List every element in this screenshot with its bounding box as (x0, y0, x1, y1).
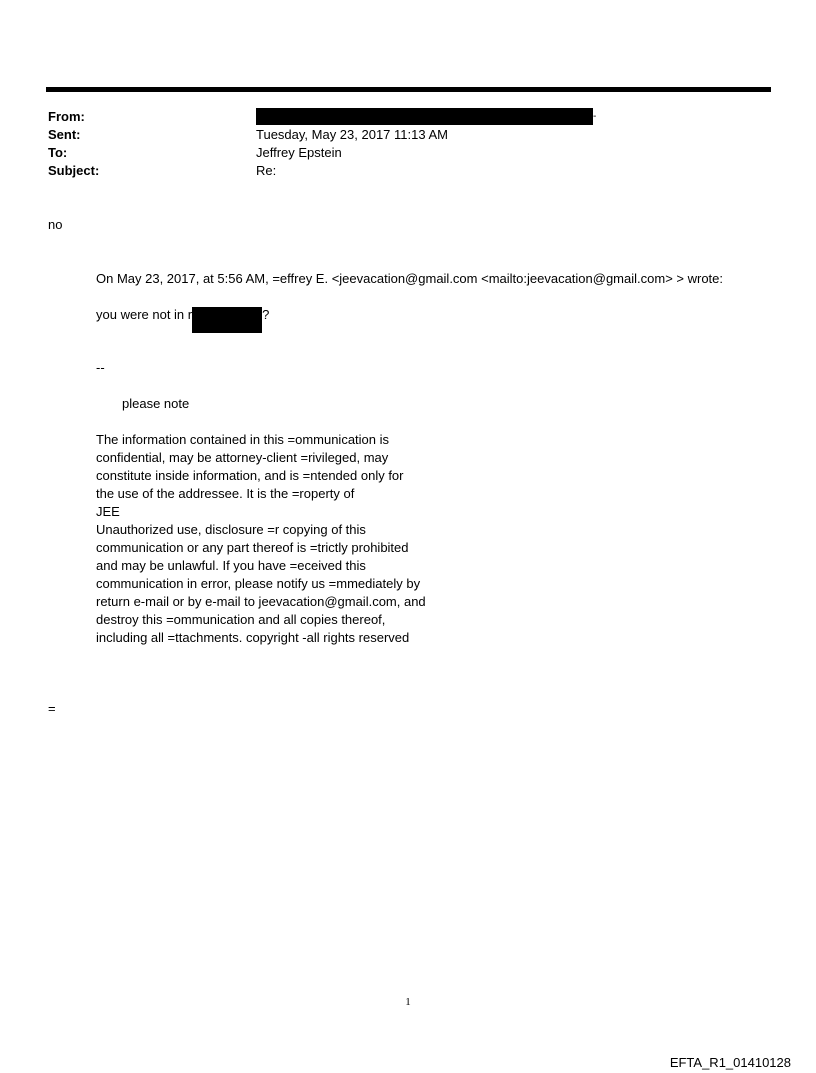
disclaimer-text: The information contained in this =ommunication is confidential, may be attorney-client =rivileged, may constitute inside information, and is =ntended only for the use of the addressee. It is the =roperty of JEE Unauthorized use, disclosure =r copying of this communication or any part thereof is =trictly prohibited and may be unlawful. If you have =eceived this communication in error, please notify us =mmediately by return e-mail or by e-mail to jeevacation@gmail.com, and destroy this =ommunication and all copies thereof, including all =ttachments. copyright -all rights reserved (96, 432, 426, 645)
redaction-box (256, 108, 593, 125)
sent-row (48, 126, 768, 144)
sent-label: Sent: (48, 127, 81, 142)
to-row (48, 144, 768, 162)
quoted-question (96, 306, 269, 333)
to-label: To: (48, 145, 68, 160)
page-number: 1 (405, 996, 411, 1008)
from-label: From: (48, 109, 85, 124)
from-row (48, 108, 768, 126)
from-value-tail: - (593, 111, 597, 122)
email-header (48, 108, 768, 180)
subject-value: Re: (256, 163, 277, 178)
sent-value: Tuesday, May 23, 2017 11:13 AM (256, 127, 448, 142)
header-rule (46, 87, 771, 92)
quote-header: On May 23, 2017, at 5:56 AM, =effrey E. <jeevacation@gmail.com <mailto:jeevacation@gmail.com> > wrote: (96, 271, 723, 286)
question-suffix: ? (262, 307, 270, 322)
redaction-box (192, 307, 262, 333)
please-note: please note (122, 396, 190, 411)
signature-separator: -- (96, 360, 105, 375)
reply-text: no (48, 217, 63, 232)
bates-number: EFTA_R1_01410128 (669, 1055, 791, 1070)
question-prefix: you were not in (96, 307, 185, 322)
subject-label: Subject: (48, 163, 100, 178)
from-value (256, 108, 768, 126)
question-prefix-char: r (187, 307, 193, 322)
subject-row (48, 162, 768, 180)
to-value: Jeffrey Epstein (256, 145, 342, 160)
trailing-char: = (48, 701, 56, 716)
